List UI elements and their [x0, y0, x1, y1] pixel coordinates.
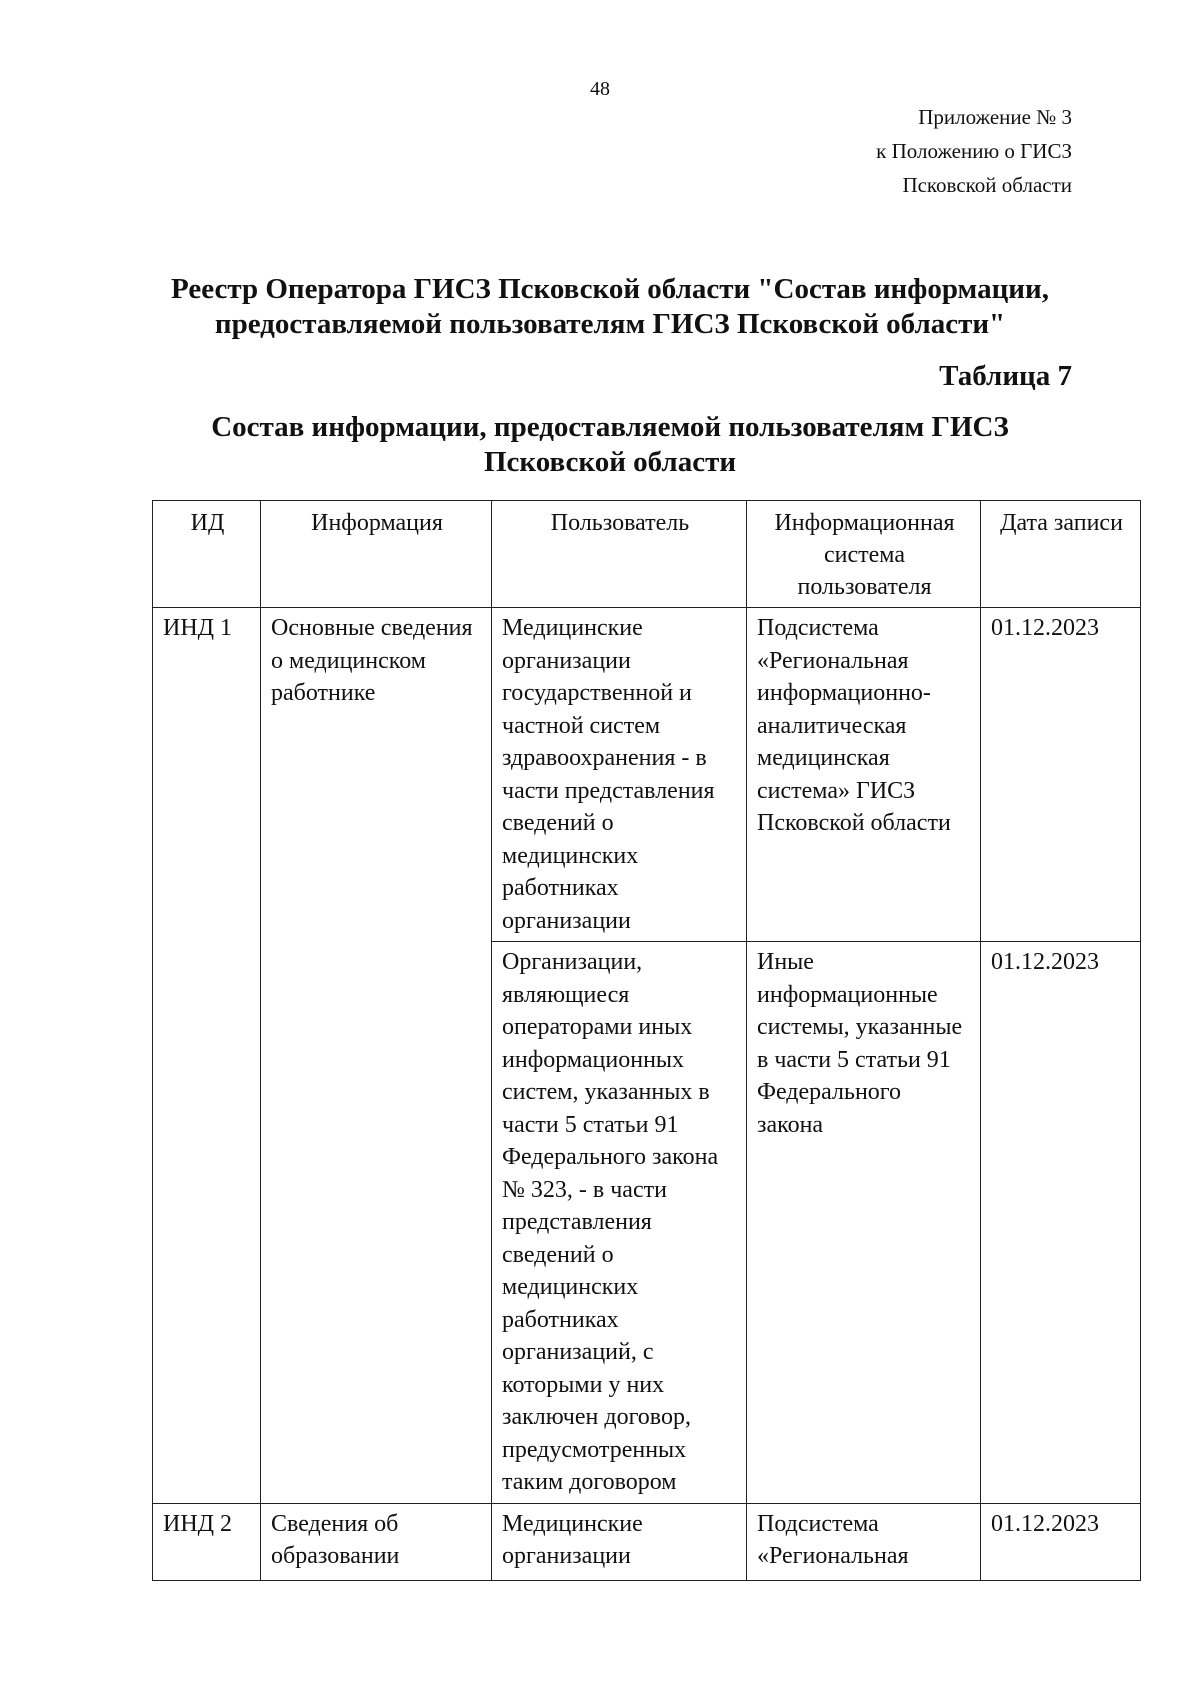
page-number: 48: [590, 78, 610, 100]
cell-info: Сведения об образовании: [261, 1503, 492, 1580]
table-header-row: [153, 501, 1141, 608]
table-row: [153, 608, 1141, 942]
cell-user: Организации, являющиеся операторами иных информационных систем, указанных в части 5 статьи 91 Федерального закона № 323, - в части представления сведений о медицинских работниках организаций, с которыми у них заключен договор, предусмотренных таким договором: [492, 942, 747, 1504]
appendix-line-3: Псковской области: [902, 173, 1072, 197]
cell-id: ИНД 2: [153, 1503, 261, 1580]
cell-date: 01.12.2023: [981, 1503, 1141, 1580]
table-row: [153, 1503, 1141, 1580]
cell-system: Подсистема «Региональная: [747, 1503, 981, 1580]
cell-user: Медицинские организации государственной и частной систем здравоохранения - в части представления сведений о медицинских работниках организации: [492, 608, 747, 942]
table-caption: Состав информации, предоставляемой пользователям ГИСЗ Псковской области: [211, 411, 1009, 478]
appendix-line-1: Приложение № 3: [918, 105, 1072, 129]
registry-table: [152, 500, 1141, 1581]
table-label: Таблица 7: [939, 360, 1072, 392]
header-user: Пользователь: [492, 501, 747, 608]
cell-info: Основные сведения о медицинском работнике: [261, 608, 492, 1504]
cell-date: 01.12.2023: [981, 942, 1141, 1504]
document-title: Реестр Оператора ГИСЗ Псковской области "Состав информации, предоставляемой пользователям ГИСЗ Псковской области": [171, 273, 1049, 340]
header-system: Информационная система пользователя: [747, 501, 981, 608]
header-date: Дата записи: [981, 501, 1141, 608]
header-id: ИД: [153, 501, 261, 608]
header-info: Информация: [261, 501, 492, 608]
cell-system: Иные информационные системы, указанные в части 5 статьи 91 Федерального закона: [747, 942, 981, 1504]
appendix-note: [876, 100, 1072, 202]
appendix-line-2: к Положению о ГИСЗ: [876, 139, 1072, 163]
cell-user: Медицинские организации: [492, 1503, 747, 1580]
cell-id: ИНД 1: [153, 608, 261, 1504]
cell-system: Подсистема «Региональная информационно-аналитическая медицинская система» ГИСЗ Псковской области: [747, 608, 981, 942]
cell-date: 01.12.2023: [981, 608, 1141, 942]
